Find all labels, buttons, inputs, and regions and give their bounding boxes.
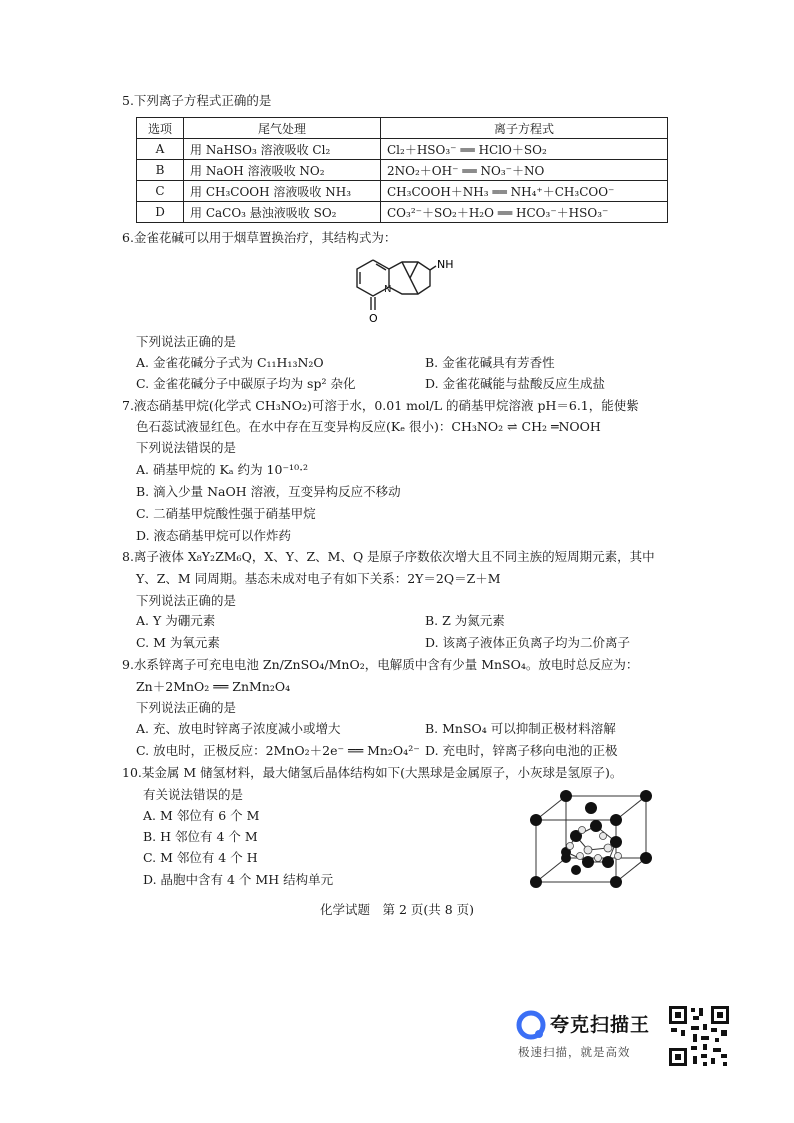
row-option: A [137,139,184,160]
q9-option-d: D. 充电时，锌离子移向电池的正极 [425,743,618,758]
quark-logo-icon [516,1010,546,1040]
row-option: D [137,202,184,223]
table-row [137,202,668,223]
table-row [137,160,668,181]
scanner-brand [516,1008,666,1068]
qr-code-icon [667,1004,731,1068]
q8-prompt: 下列说法正确的是 [136,593,237,608]
brand-slogan: 极速扫描，就是高效 [518,1045,631,1059]
q9-stem-line1: 9.水系锌离子可充电电池 Zn/ZnSO₄/MnO₂，电解质中含有少量 MnSO₄。放电时总反应为： [122,657,639,672]
q6-option-d: D. 金雀花碱能与盐酸反应生成盐 [425,376,606,391]
q10-prompt: 有关说法错误的是 [143,787,244,802]
row-treatment: 用 NaHSO₃ 溶液吸收 Cl₂ [184,139,381,160]
q8-option-c: C. M 为氧元素 [136,635,220,650]
q9-option-c: C. 放电时，正极反应：2MnO₂＋2e⁻ ══ Mn₂O₄²⁻ [136,743,420,758]
row-equation: CO₃²⁻＋SO₂＋H₂O ══ HCO₃⁻＋HSO₃⁻ [381,202,668,223]
q6-option-c: C. 金雀花碱分子中碳原子均为 sp² 杂化 [136,376,356,391]
q7-option-c: C. 二硝基甲烷酸性强于硝基甲烷 [136,506,316,521]
q7-stem-line2: 色石蕊试液显红色。在水中存在互变异构反应(Kₑ 很小)：CH₃NO₂ ⇌ CH₂ ═NOOH [136,419,601,434]
row-equation: CH₃COOH＋NH₃ ══ NH₄⁺＋CH₃COO⁻ [381,181,668,202]
q7-option-d: D. 液态硝基甲烷可以作炸药 [136,528,292,543]
row-option: B [137,160,184,181]
row-option: C [137,181,184,202]
header-equation: 离子方程式 [381,118,668,139]
nh-label: NH [437,258,454,271]
q10-stem: 10.某金属 M 储氢材料，最大储氢后晶体结构如下(大黑球是金属原子，小灰球是氢原子)。 [122,765,623,780]
q6-option-b: B. 金雀花碱具有芳香性 [425,355,555,370]
page-footer: 化学试题 第 2 页(共 8 页) [319,902,475,917]
q9-prompt: 下列说法正确的是 [136,700,237,715]
table-row [137,139,668,160]
row-equation: Cl₂＋HSO₃⁻ ══ HClO＋SO₂ [381,139,668,160]
q8-option-b: B. Z 为氮元素 [425,613,505,628]
q5-table [136,117,668,223]
q8-option-d: D. 该离子液体正负离子均为二价离子 [425,635,631,650]
q7-option-b: B. 滴入少量 NaOH 溶液，互变异构反应不移动 [136,484,401,499]
q7-stem-line1: 7.液态硝基甲烷(化学式 CH₃NO₂)可溶于水，0.01 mol/L 的硝基甲烷溶液 pH＝6.1，能使紫 [122,398,639,413]
q10-option-c: C. M 邻位有 4 个 H [143,850,258,865]
q8-option-a: A. Y 为硼元素 [136,613,216,628]
row-treatment: 用 CaCO₃ 悬浊液吸收 SO₂ [184,202,381,223]
q8-stem-line1: 8.离子液体 X₈Y₂ZM₆Q，X、Y、Z、M、Q 是原子序数依次增大且不同主族的短周期元素，其中 [122,549,655,564]
cytisine-structure [340,248,460,330]
table-row [137,181,668,202]
crystal-structure [518,790,668,892]
q9-option-a: A. 充、放电时锌离子浓度减小或增大 [136,721,341,736]
q5-stem: 5.下列离子方程式正确的是 [122,93,272,108]
row-equation: 2NO₂＋OH⁻ ══ NO₃⁻＋NO [381,160,668,181]
q9-stem-line2: Zn＋2MnO₂ ══ ZnMn₂O₄ [136,679,291,694]
row-treatment: 用 CH₃COOH 溶液吸收 NH₃ [184,181,381,202]
q7-prompt: 下列说法错误的是 [136,440,237,455]
brand-name: 夸克扫描王 [550,1014,651,1036]
q10-option-d: D. 晶胞中含有 4 个 MH 结构单元 [143,872,334,887]
q6-option-a: A. 金雀花碱分子式为 C₁₁H₁₃N₂O [136,355,324,370]
o-label: O [369,312,378,325]
n-label: N [384,284,392,295]
row-treatment: 用 NaOH 溶液吸收 NO₂ [184,160,381,181]
q6-stem: 6.金雀花碱可以用于烟草置换治疗，其结构式为： [122,230,397,245]
q8-stem-line2: Y、Z、M 同周期。基态未成对电子有如下关系：2Y＝2Q＝Z＋M [136,571,501,586]
header-treatment: 尾气处理 [184,118,381,139]
q7-option-a: A. 硝基甲烷的 Kₐ 约为 10⁻¹⁰·² [136,462,309,477]
q10-option-b: B. H 邻位有 4 个 M [143,829,258,844]
q9-option-b: B. MnSO₄ 可以抑制正极材料溶解 [425,721,616,736]
q10-option-a: A. M 邻位有 6 个 M [143,808,260,823]
header-option: 选项 [137,118,184,139]
q6-prompt: 下列说法正确的是 [136,334,237,349]
table-header-row [137,118,668,139]
